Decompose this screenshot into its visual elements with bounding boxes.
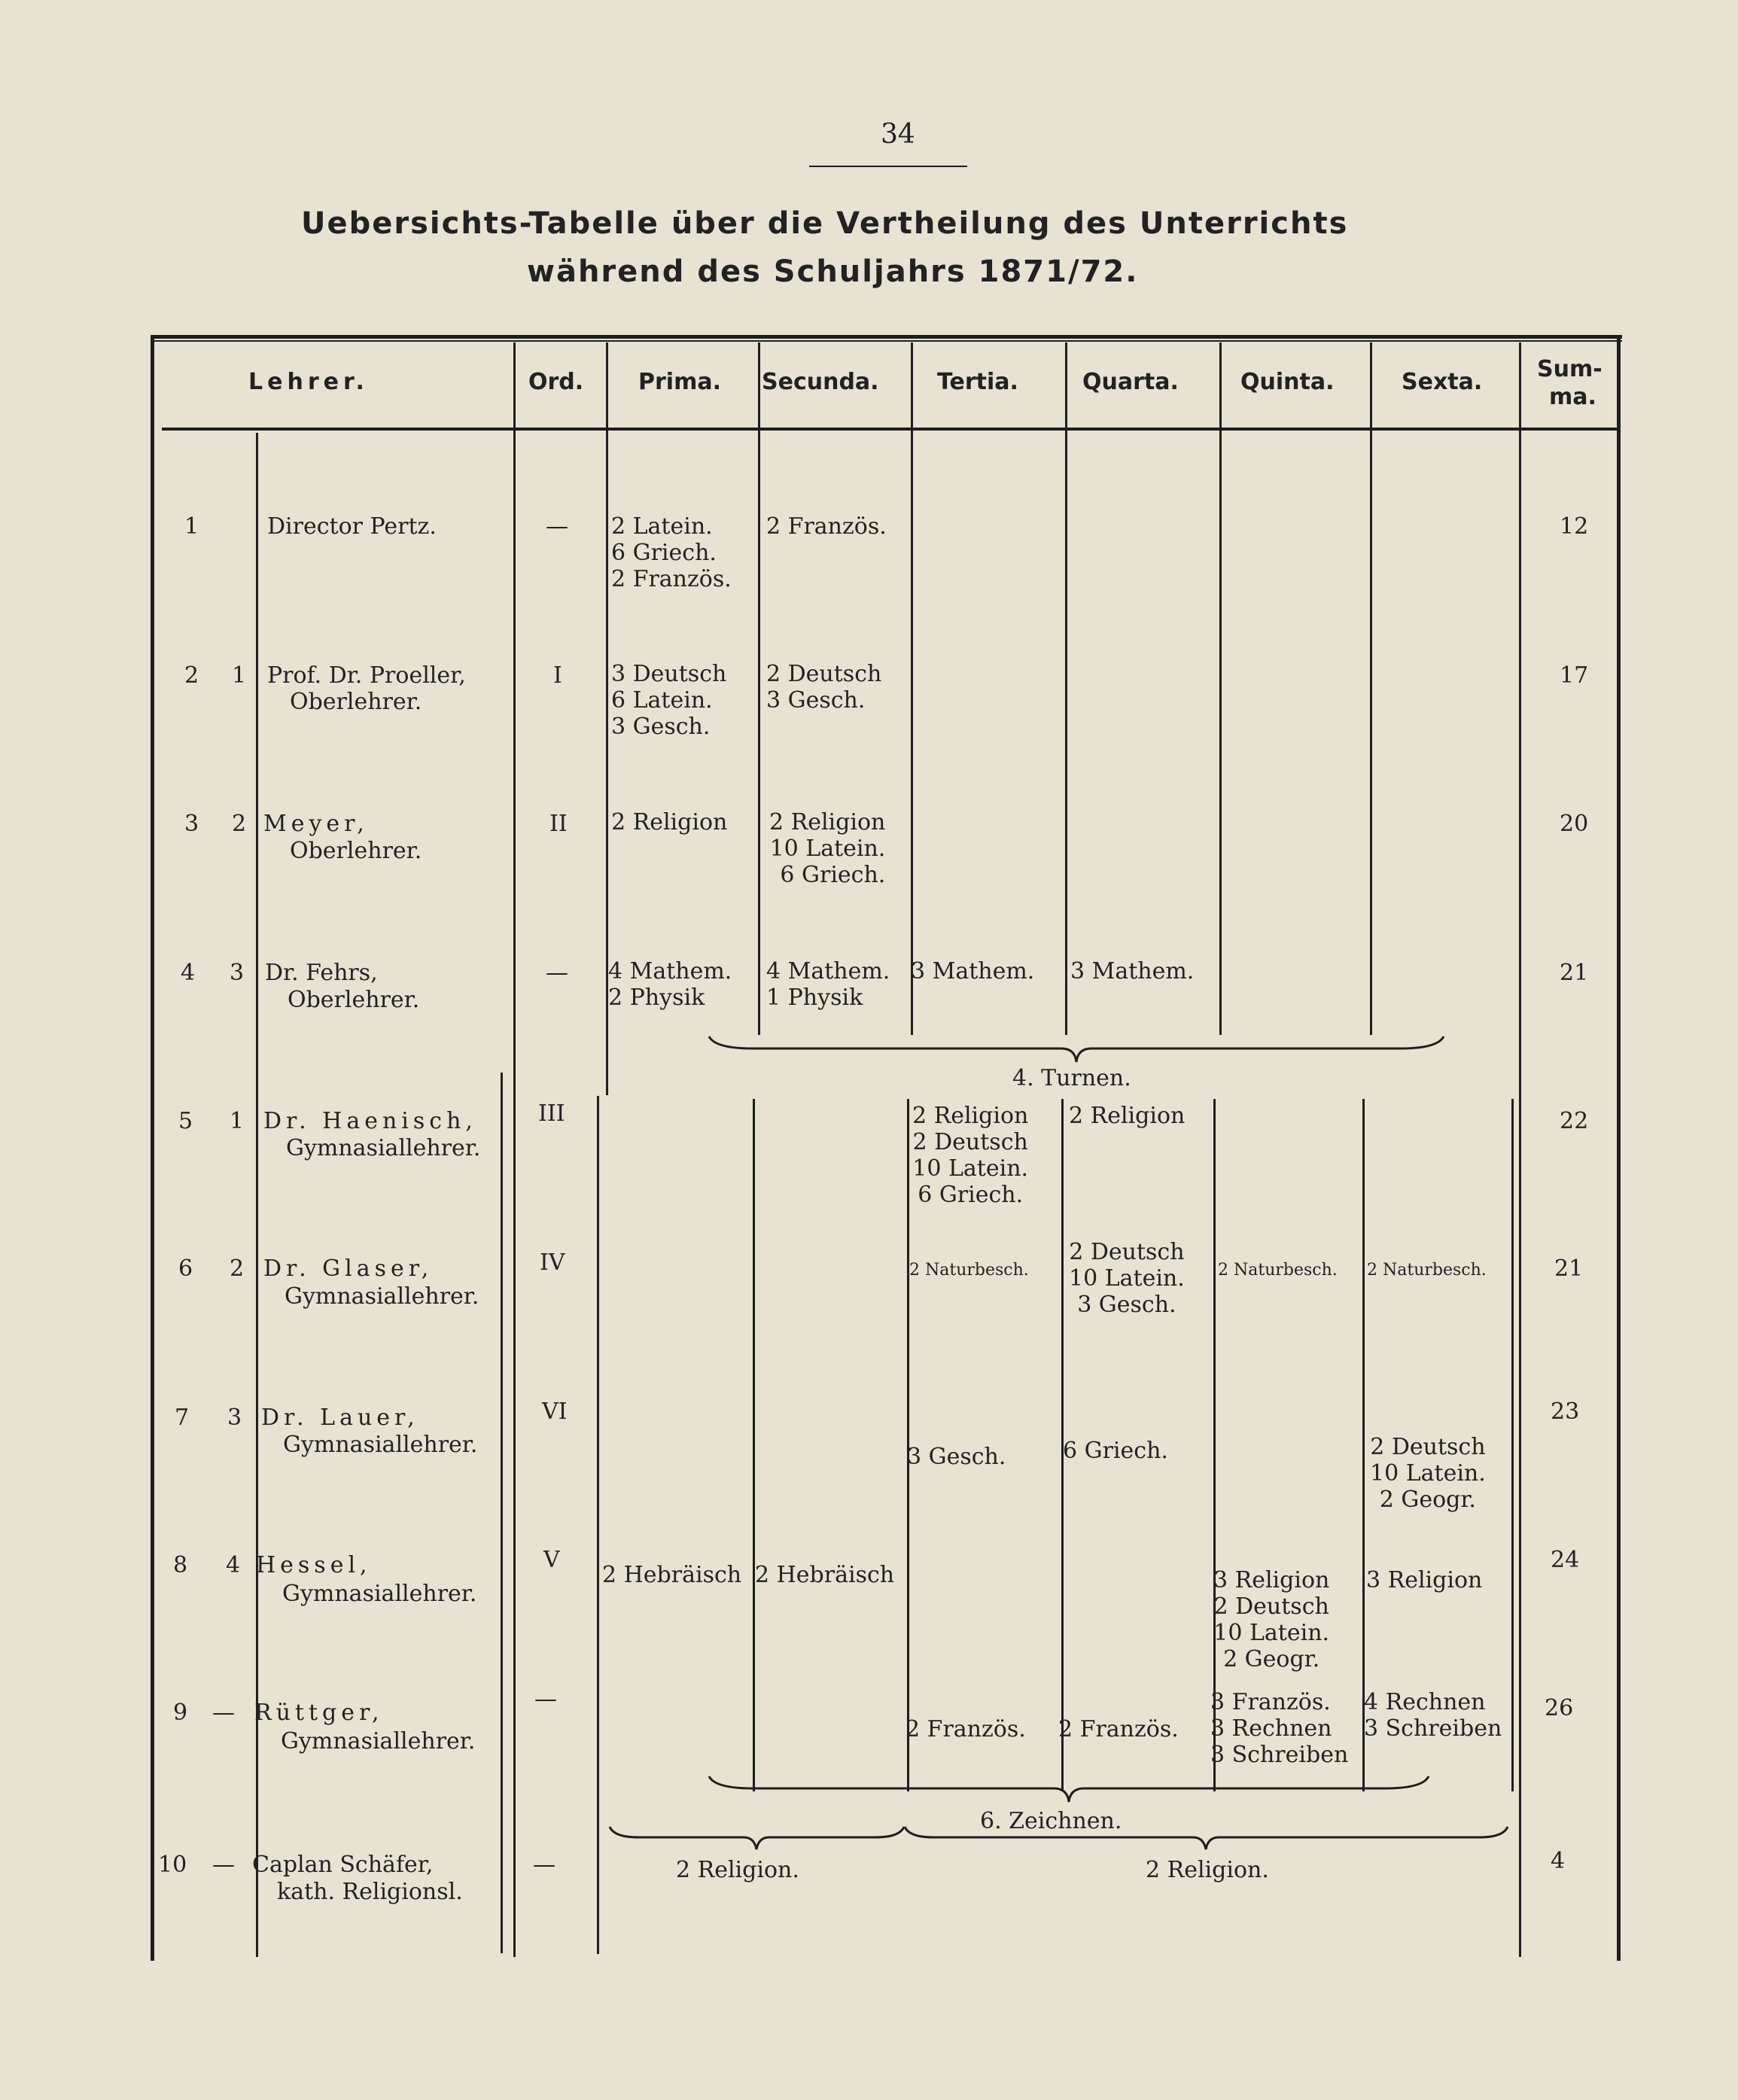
subject-entry: 3 Gesch. — [611, 714, 711, 740]
teacher-name: Meyer, — [263, 811, 369, 837]
row-sub-number: 1 — [230, 1108, 245, 1134]
row-sub-number: 2 — [230, 1255, 245, 1282]
header-secunda: Secunda. — [762, 369, 879, 395]
subject-entry: 2 Latein. — [611, 513, 713, 540]
subject-entry: 6 Griech. — [918, 1182, 1024, 1208]
subject-entry: 10 Latein. — [1069, 1265, 1185, 1292]
subject-entry: 3 Mathem. — [911, 958, 1035, 985]
prima-subjects — [611, 661, 726, 740]
teacher-title: kath. Religionsl. — [277, 1879, 463, 1905]
ordinariat: — — [546, 960, 568, 986]
col-sep-ord-lower — [501, 1073, 503, 1953]
ordinariat: VI — [542, 1398, 568, 1425]
subject-entry: 3 Religion — [1213, 1567, 1330, 1593]
secunda-subjects — [769, 809, 885, 888]
row-number: 6 — [178, 1255, 193, 1282]
subject-entry: 2 Deutsch — [766, 661, 882, 687]
prima-subjects: 2 Hebräisch — [602, 1562, 742, 1588]
prima-subjects — [608, 958, 732, 1011]
subject-entry: 3 Französ. — [1210, 1689, 1331, 1715]
header-quinta: Quinta. — [1240, 369, 1335, 395]
header-ord: Ord. — [528, 369, 584, 395]
ordinariat: — — [546, 513, 568, 540]
col-sep-quinta — [1370, 342, 1372, 1035]
subject-entry: 2 Physik — [608, 985, 705, 1011]
row-number: 5 — [178, 1108, 193, 1134]
zeichnen-brace — [708, 1775, 1430, 1805]
subject-entry: 3 Gesch. — [766, 687, 866, 714]
sexta-subjects — [1366, 1567, 1482, 1593]
ordinariat: II — [549, 811, 568, 837]
subject-entry: 2 Deutsch — [1069, 1239, 1185, 1265]
header-quarta: Quarta. — [1082, 369, 1179, 395]
teacher-name: Dr. Lauer, — [261, 1405, 419, 1431]
table-top-rule-thin — [154, 340, 1622, 342]
header-prima: Prima. — [638, 369, 721, 395]
subject-entry: 2 Geogr. — [1379, 1487, 1476, 1513]
col-sep-sexta — [1519, 342, 1521, 1957]
summa: 21 — [1560, 960, 1589, 986]
col-sep-prima — [758, 342, 760, 1035]
subject-entry: 2 Geogr. — [1223, 1646, 1320, 1672]
secunda-subjects — [766, 513, 887, 540]
subject-entry: 10 Latein. — [1213, 1620, 1330, 1646]
subject-entry: 3 Rechnen — [1210, 1715, 1332, 1742]
subject-entry: 2 Deutsch — [912, 1129, 1028, 1155]
row-number: 3 — [184, 811, 199, 837]
prima-secunda-subjects: 2 Religion. — [676, 1857, 799, 1883]
header-sexta: Sexta. — [1402, 369, 1483, 395]
subject-entry: 2 Religion — [611, 809, 728, 835]
summa: 17 — [1560, 662, 1589, 689]
row-number: 8 — [173, 1552, 188, 1578]
teacher-title: Oberlehrer. — [290, 689, 422, 715]
teacher-title: Oberlehrer. — [288, 987, 420, 1013]
teacher-title: Oberlehrer. — [290, 838, 422, 864]
turnen-label: 4. Turnen. — [1012, 1065, 1131, 1091]
row-sub-number: — — [212, 1700, 235, 1726]
sexta-subjects — [1364, 1689, 1502, 1742]
row-number: 4 — [181, 960, 196, 986]
ordinariat: IV — [540, 1249, 565, 1276]
tertia-subjects — [911, 958, 1034, 985]
teacher-name: Hessel, — [256, 1552, 372, 1578]
subject-entry: 3 Gesch. — [1077, 1292, 1176, 1318]
summa: 24 — [1551, 1547, 1580, 1573]
col-sep-prima-lower — [753, 1099, 755, 1791]
subject-entry: 6 Griech. — [780, 862, 886, 888]
subject-entry: 3 Mathem. — [1070, 958, 1195, 985]
quinta-subjects — [1213, 1567, 1329, 1672]
summa: 4 — [1551, 1848, 1566, 1874]
summa: 21 — [1554, 1255, 1584, 1282]
col-sep-summa-lower — [1511, 1099, 1514, 1791]
quarta-subjects — [1069, 1239, 1185, 1318]
tertia-subjects: 2 Französ. — [906, 1716, 1026, 1742]
zeichnen-label: 6. Zeichnen. — [980, 1808, 1122, 1834]
subject-entry: 2 Französ. — [766, 513, 887, 540]
teacher-name: Prof. Dr. Proeller, — [267, 662, 466, 689]
subject-entry: 2 Deutsch — [1370, 1434, 1486, 1460]
secunda-subjects — [766, 958, 890, 1011]
secunda-subjects: 2 Hebräisch — [755, 1562, 895, 1588]
tertia-subjects — [912, 1103, 1028, 1208]
row-sub-number: — — [212, 1852, 235, 1878]
col-sep-lehrer — [513, 342, 516, 1957]
table-left-border — [151, 335, 154, 1961]
col-sep-sexta-lower — [1362, 1099, 1365, 1791]
teacher-title: Gymnasiallehrer. — [285, 1283, 479, 1310]
subject-entry: 4 Mathem. — [608, 958, 732, 985]
teacher-title: Gymnasiallehrer. — [286, 1135, 481, 1161]
table-top-rule — [154, 335, 1622, 339]
row-number: 2 — [184, 662, 199, 689]
prima-subjects — [611, 513, 732, 592]
teacher-name: Caplan Schäfer, — [252, 1852, 434, 1878]
subject-entry: 2 Französ. — [611, 566, 732, 592]
row-sub-number: 3 — [230, 960, 245, 986]
col-sep-no — [256, 433, 258, 1957]
summa: 26 — [1545, 1695, 1574, 1721]
sexta-subjects: 2 Naturbesch. — [1367, 1261, 1487, 1280]
secunda-subjects — [766, 661, 881, 714]
teacher-title: Gymnasiallehrer. — [283, 1432, 478, 1458]
header-tertia: Tertia. — [937, 369, 1018, 395]
header-summa-1: Sum- — [1537, 356, 1603, 382]
col-sep-prima-left-lower — [597, 1096, 599, 1954]
teacher-name: Dr. Fehrs, — [265, 960, 378, 986]
teacher-name: Rüttger, — [254, 1700, 384, 1726]
table-right-border — [1617, 335, 1621, 1961]
quinta-subjects: 2 Naturbesch. — [1218, 1261, 1338, 1280]
teacher-name: Dr. Glaser, — [263, 1255, 434, 1282]
summa: 12 — [1560, 513, 1589, 540]
row-sub-number: 4 — [226, 1552, 241, 1578]
table-title-line-1: Uebersichts-Tabelle über die Vertheilung des Unterrichts — [301, 206, 1349, 241]
subject-entry: 10 Latein. — [769, 835, 886, 862]
subject-entry: 2 Deutsch — [1213, 1593, 1329, 1620]
tertia-sexta-subjects: 2 Religion. — [1146, 1857, 1269, 1883]
subject-entry: 3 Religion — [1366, 1567, 1483, 1593]
teacher-name: Director Pertz. — [267, 513, 437, 540]
teacher-title: Gymnasiallehrer. — [281, 1728, 476, 1755]
subject-entry: 1 Physik — [766, 985, 863, 1011]
tertia-subjects: 3 Gesch. — [907, 1444, 1006, 1470]
subject-entry: 2 Religion — [1069, 1103, 1186, 1129]
religion-brace-prima-secunda — [608, 1825, 906, 1852]
quarta-subjects: 2 Französ. — [1058, 1716, 1179, 1742]
quarta-subjects: 6 Griech. — [1063, 1438, 1168, 1464]
teacher-title: Gymnasiallehrer. — [282, 1581, 477, 1607]
sexta-subjects — [1370, 1434, 1486, 1513]
col-sep-quinta-lower — [1213, 1099, 1216, 1791]
header-lehrer: Lehrer. — [248, 369, 369, 395]
subject-entry: 4 Mathem. — [766, 958, 890, 985]
row-sub-number: 1 — [232, 662, 247, 689]
ordinariat: — — [534, 1686, 557, 1712]
row-sub-number: 2 — [232, 811, 247, 837]
turnen-brace — [708, 1035, 1445, 1065]
teacher-name: Dr. Haenisch, — [263, 1108, 477, 1134]
summa: 20 — [1560, 811, 1589, 837]
row-number: 10 — [158, 1852, 187, 1878]
ordinariat: — — [533, 1852, 555, 1878]
header-bottom-rule — [162, 428, 1621, 431]
row-number: 7 — [175, 1405, 190, 1431]
col-sep-tertia — [1065, 342, 1067, 1035]
religion-brace-tertia-sexta — [903, 1825, 1509, 1852]
ordinariat: III — [538, 1100, 565, 1127]
subject-entry: 2 Religion — [769, 809, 886, 835]
page-number: 34 — [881, 119, 915, 150]
quinta-subjects — [1210, 1689, 1348, 1768]
ordinariat: V — [543, 1547, 560, 1573]
subject-entry: 3 Schreiben — [1364, 1715, 1502, 1742]
quarta-subjects — [1069, 1103, 1185, 1129]
quarta-subjects — [1070, 958, 1194, 985]
subject-entry: 6 Griech. — [611, 540, 717, 566]
subject-entry: 6 Latein. — [611, 687, 713, 714]
row-sub-number: 3 — [227, 1405, 242, 1431]
page-number-rule — [809, 166, 967, 167]
subject-entry: 3 Deutsch — [611, 661, 727, 687]
col-sep-secunda — [911, 342, 913, 1035]
header-summa-2: ma. — [1549, 384, 1596, 410]
summa: 23 — [1551, 1398, 1580, 1425]
tertia-subjects: 2 Naturbesch. — [909, 1261, 1029, 1280]
summa: 22 — [1560, 1108, 1589, 1134]
subject-entry: 10 Latein. — [912, 1155, 1029, 1182]
ordinariat: I — [553, 662, 562, 689]
row-number: 1 — [184, 513, 199, 540]
subject-entry: 2 Religion — [912, 1103, 1029, 1129]
row-number: 9 — [173, 1700, 188, 1726]
prima-subjects — [611, 809, 727, 835]
subject-entry: 10 Latein. — [1370, 1460, 1486, 1487]
subject-entry: 3 Schreiben — [1210, 1742, 1349, 1768]
table-title-line-2: während des Schuljahrs 1871/72. — [527, 254, 1139, 289]
subject-entry: 4 Rechnen — [1364, 1689, 1486, 1715]
col-sep-quarta — [1219, 342, 1222, 1035]
